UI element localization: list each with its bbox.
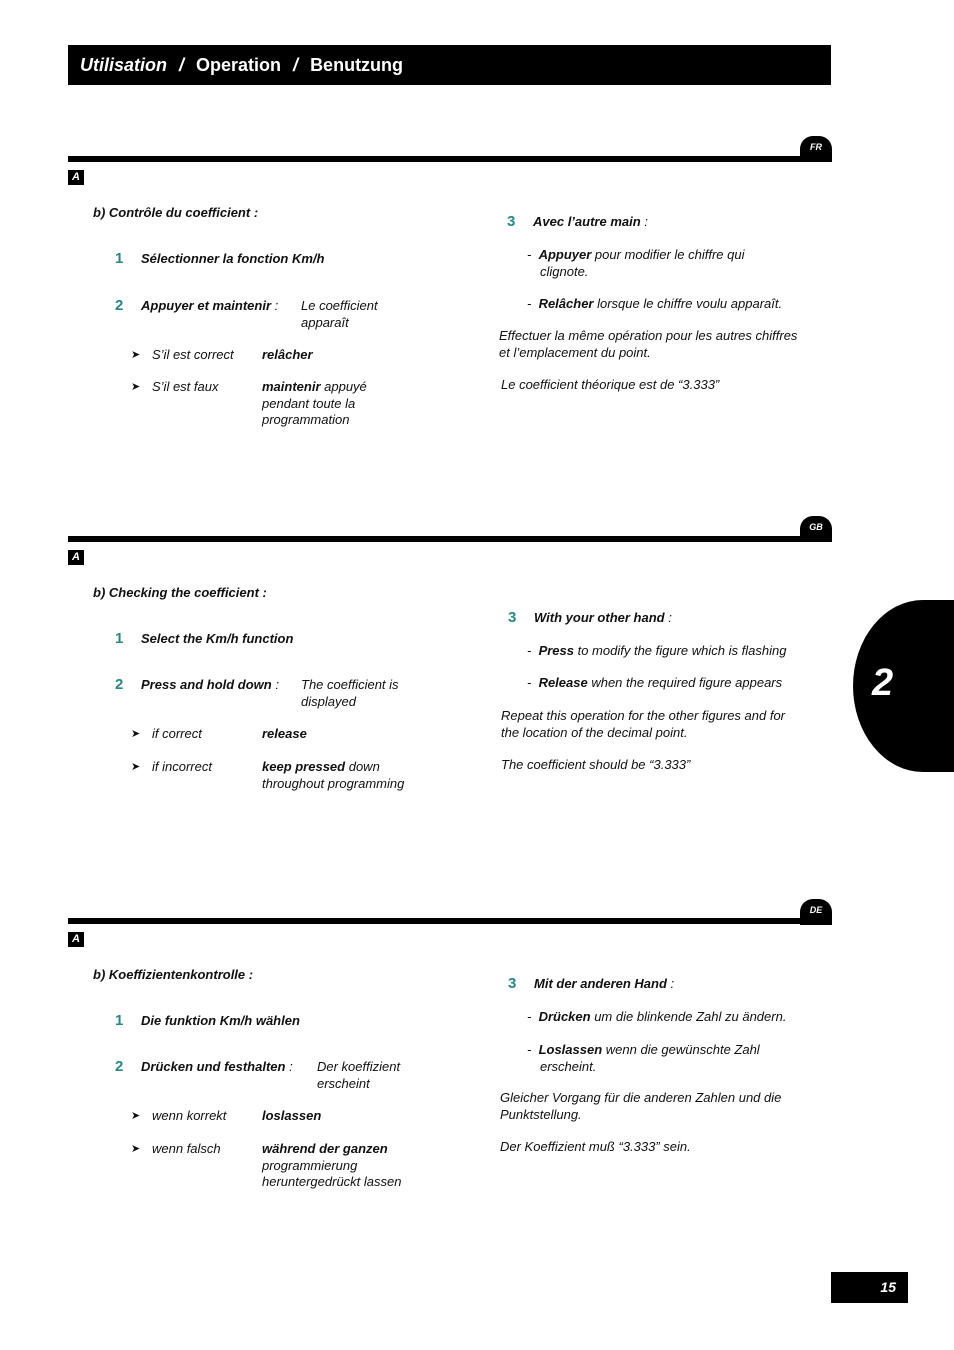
paragraph: Effectuer la même opération pour les autres chiffres et l’emplacement du point. <box>499 328 798 360</box>
arrow-bullet-icon: ➤ <box>131 761 141 773</box>
condition-label: if correct <box>152 726 202 741</box>
step-number: 2 <box>115 297 124 314</box>
section-rule-fr <box>68 156 831 162</box>
section-marker-a: A <box>68 932 84 947</box>
step-1-text: Select the Km/h function <box>141 631 294 646</box>
header-title-de: Benutzung <box>310 55 404 75</box>
header-title-fr: Utilisation <box>80 55 168 75</box>
dash-item: - Relâcher lorsque le chiffre voulu apparaît. <box>527 296 783 311</box>
language-tab-gb: GB <box>800 516 832 542</box>
step-2-description: The coefficient is displayed <box>301 677 399 709</box>
section-heading: b) Koeffizientenkontrolle : <box>93 967 254 982</box>
page-header <box>68 45 831 85</box>
section-rule-de <box>68 918 831 924</box>
section-heading: b) Checking the coefficient : <box>93 585 267 600</box>
header-separator: / <box>293 55 299 75</box>
dash-item: - Drücken um die blinkende Zahl zu ändern. <box>527 1009 787 1024</box>
condition-action: relâcher <box>262 347 313 362</box>
step-3-text: Mit der anderen Hand : <box>534 976 675 991</box>
language-tab-de: DE <box>800 899 832 925</box>
header-separator: / <box>179 55 185 75</box>
step-1-text: Sélectionner la fonction Km/h <box>141 251 325 266</box>
step-number: 2 <box>115 1058 124 1075</box>
paragraph: Gleicher Vorgang für die anderen Zahlen und die Punktstellung. <box>500 1090 782 1122</box>
arrow-bullet-icon: ➤ <box>131 1143 141 1155</box>
step-number: 2 <box>115 676 124 693</box>
section-heading: b) Contrôle du coefficient : <box>93 205 259 220</box>
section-marker-a: A <box>68 170 84 185</box>
arrow-bullet-icon: ➤ <box>131 349 141 361</box>
chapter-number: 2 <box>872 662 894 704</box>
step-2-text: Drücken und festhalten : <box>141 1059 293 1074</box>
condition-label: wenn falsch <box>152 1141 221 1156</box>
condition-label: if incorrect <box>152 759 212 774</box>
step-2-description: Der koeffizient erscheint <box>317 1059 401 1091</box>
condition-label: S’il est correct <box>152 347 234 362</box>
arrow-bullet-icon: ➤ <box>131 728 141 740</box>
paragraph: The coefficient should be “3.333” <box>501 757 691 772</box>
step-number: 3 <box>508 609 517 626</box>
step-2-text: Press and hold down : <box>141 677 279 692</box>
step-number: 1 <box>115 630 124 647</box>
condition-action: während der ganzen programmierung heruntergedrückt lassen <box>262 1141 402 1189</box>
arrow-bullet-icon: ➤ <box>131 381 141 393</box>
step-number: 1 <box>115 250 124 267</box>
condition-label: wenn korrekt <box>152 1108 227 1123</box>
condition-action: maintenir appuyé pendant toute la programmation <box>262 379 367 427</box>
paragraph: Repeat this operation for the other figures and for the location of the decimal point. <box>501 708 786 740</box>
dash-item: - Release when the required figure appears <box>527 675 783 690</box>
step-number: 3 <box>507 213 516 230</box>
dash-item: - Appuyer pour modifier le chiffre qui clignote. <box>527 247 745 279</box>
dash-item: - Loslassen wenn die gewünschte Zahl erscheint. <box>527 1042 760 1074</box>
condition-action: release <box>262 726 307 741</box>
page-number: 15 <box>831 1272 908 1303</box>
condition-action: loslassen <box>262 1108 322 1123</box>
section-rule-gb <box>68 536 831 542</box>
step-number: 1 <box>115 1012 124 1029</box>
step-2-text: Appuyer et maintenir : <box>141 298 279 313</box>
paragraph: Der Koeffizient muß “3.333” sein. <box>500 1139 691 1154</box>
section-marker-a: A <box>68 550 84 565</box>
step-1-text: Die funktion Km/h wählen <box>141 1013 300 1028</box>
condition-label: S’il est faux <box>152 379 219 394</box>
step-number: 3 <box>508 975 517 992</box>
language-tab-fr: FR <box>800 136 832 162</box>
paragraph: Le coefficient théorique est de “3.333” <box>501 377 720 392</box>
step-3-text: Avec l’autre main : <box>533 214 648 229</box>
step-3-text: With your other hand : <box>534 610 672 625</box>
step-2-description: Le coefficient apparaît <box>301 298 378 330</box>
dash-item: - Press to modify the figure which is flashing <box>527 643 787 658</box>
chapter-tab <box>853 600 954 772</box>
arrow-bullet-icon: ➤ <box>131 1110 141 1122</box>
condition-action: keep pressed down throughout programming <box>262 759 405 791</box>
header-title-gb: Operation <box>196 55 282 75</box>
